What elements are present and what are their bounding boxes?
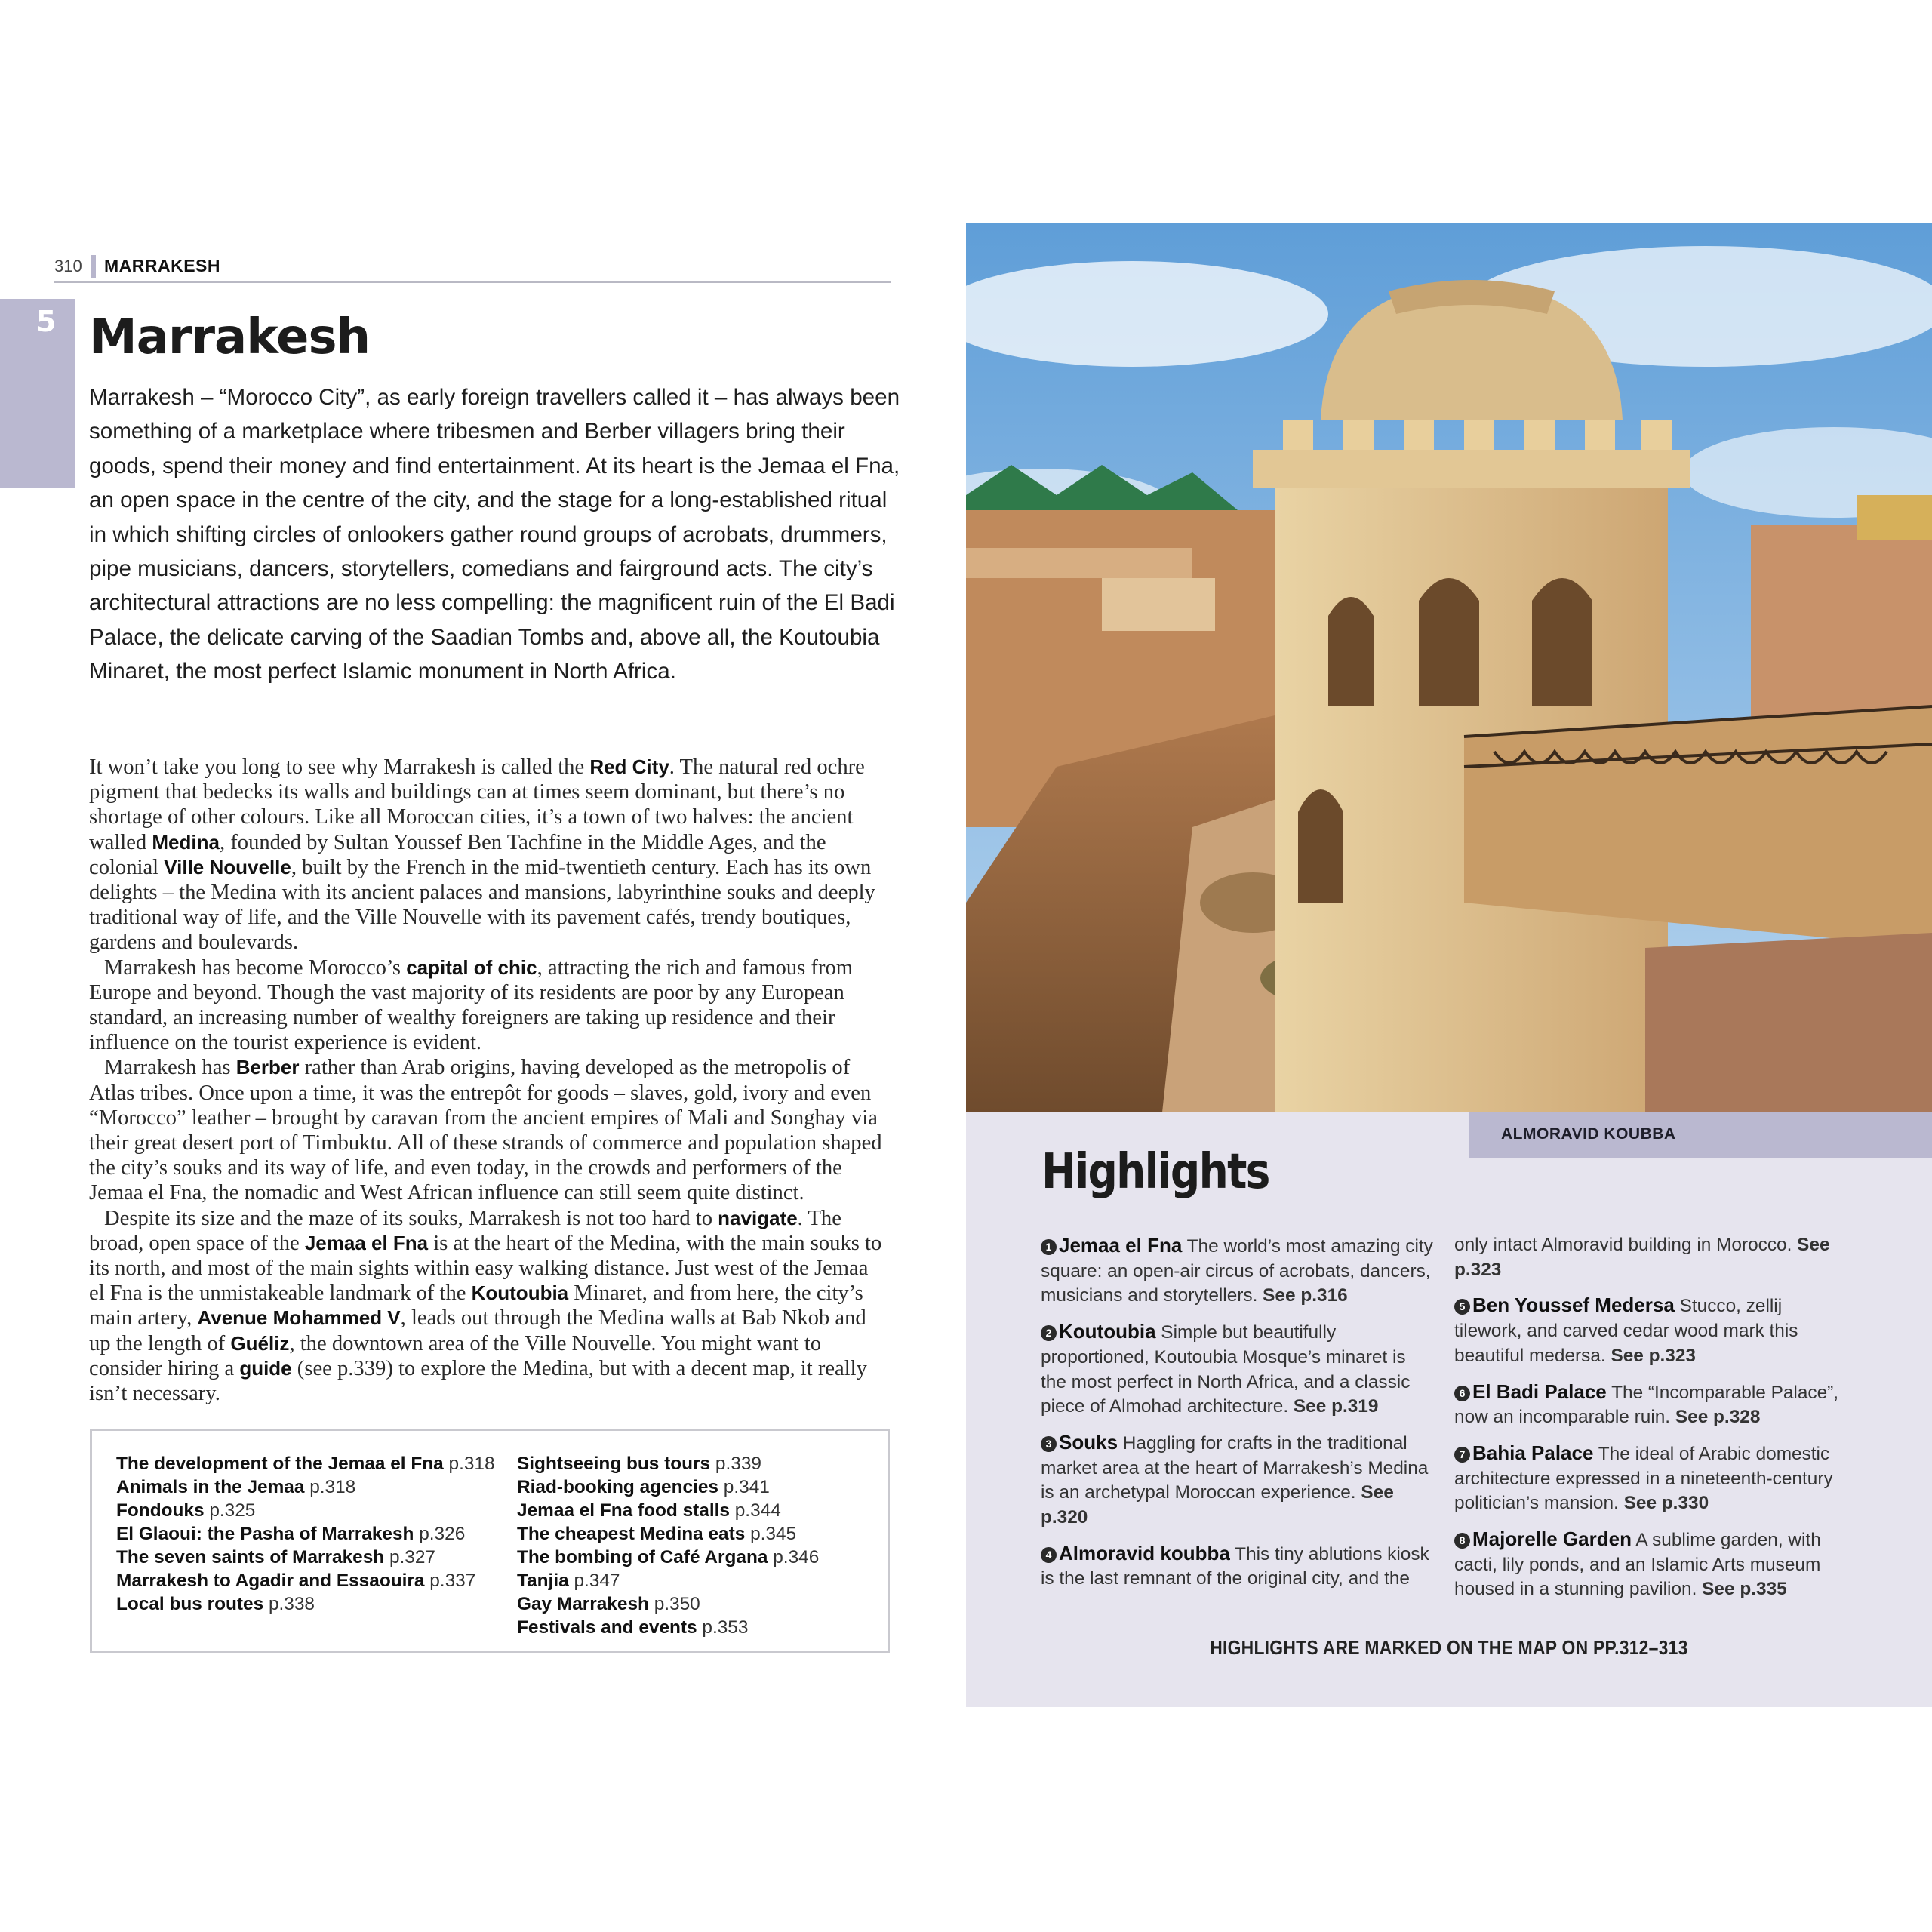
highlight-item: 6 El Badi Palace The “Incomparable Palace”, now an incomparable ruin. See p.328 xyxy=(1454,1380,1839,1428)
highlight-item: 3 Souks Haggling for crafts in the traditional market area at the heart of Marrakesh’s Medina is an archetypal Moroccan experience. See p.320 xyxy=(1041,1430,1429,1528)
contents-box xyxy=(90,1429,890,1653)
highlight-item: 1 Jemaa el Fna The world’s most amazing city square: an open-air circus of acrobats, dancers, musicians and storytellers. See p.316 xyxy=(1041,1234,1433,1306)
body-text xyxy=(89,755,889,1406)
contents-item[interactable]: Marrakesh to Agadir and Essaouira p.337 xyxy=(116,1571,476,1591)
contents-item[interactable]: The seven saints of Marrakesh p.327 xyxy=(116,1547,435,1567)
page-number: 310 xyxy=(54,257,82,275)
contents-item[interactable]: Tanjia p.347 xyxy=(517,1571,620,1591)
contents-item[interactable]: Fondouks p.325 xyxy=(116,1500,256,1521)
highlight-item: 8 Majorelle Garden A sublime garden, with cacti, lily ponds, and an Islamic Arts museum housed in a stunning pavilion. See p.335 xyxy=(1454,1527,1821,1600)
contents-item[interactable]: Animals in the Jemaa p.318 xyxy=(116,1477,356,1497)
number-badge: 1 xyxy=(1041,1239,1057,1255)
intro-paragraph: Marrakesh – “Morocco City”, as early foreign travellers called it – has always been something of a marketplace where tribesmen and Berber villagers bring their goods, spend their money and find entertainment. At its heart is the Jemaa el Fna, an open space in the centre of the city, and the stage for a long-established ritual in which shifting circles of onlookers gather round groups of acrobats, drummers, pipe musicians, dancers, storytellers, comedians and fairground acts. The city’s architectural attractions are no less compelling: the magnificent ruin of the El Badi Palace, the delicate carving of the Saadian Tombs and, above all, the Koutoubia Minaret, the most perfect Islamic monument in North Africa. xyxy=(89,385,900,685)
highlights-title: Highlights xyxy=(1041,1144,1269,1200)
highlight-item: 2 Koutoubia Simple but beautifully proportioned, Koutoubia Mosque’s minaret is the most perfect in North Africa, and a classic piece of Almohad architecture. See p.319 xyxy=(1041,1320,1411,1417)
page-title: Marrakesh xyxy=(89,309,371,365)
contents-item[interactable]: The bombing of Café Argana p.346 xyxy=(517,1547,820,1567)
highlight-item-continued: only intact Almoravid building in Morocco. See p.323 xyxy=(1454,1235,1830,1280)
number-badge: 6 xyxy=(1454,1386,1470,1401)
number-badge: 2 xyxy=(1041,1325,1057,1341)
running-head xyxy=(54,255,891,283)
contents-column xyxy=(116,1452,501,1616)
contents-item[interactable]: Jemaa el Fna food stalls p.344 xyxy=(517,1500,781,1521)
highlights-column xyxy=(1041,1233,1433,1602)
contents-item[interactable]: Gay Marrakesh p.350 xyxy=(517,1594,700,1614)
body-paragraph: Marrakesh has Berber rather than Arab origins, having developed as the metropolis of Atlas tribes. Once upon a time, it was the entrepôt for goods – slaves, gold, ivory and even “Morocco” leather – brought by caravan from the ancient empires of Mali and Songhay via their great desert port of Timbuktu. All of these strands of commerce and population shaped the city’s souks and its way of life, and even today, in the crowds and performers of the Jemaa el Fna, the nomadic and West African influence can still seem quite distinct. xyxy=(89,1056,882,1205)
body-paragraph: Despite its size and the maze of its souks, Marrakesh is not too hard to navigate. The broad, open space of the Jemaa el Fna is at the heart of the Medina, with the main souks to its north, and most of the main sights within easy walking distance. Just west of the Jemaa el Fna is the unmistakeable landmark of the Koutoubia Minaret, and from here, the city’s main artery, Avenue Mohammed V, leads out through the Medina walls at Bab Nkob and up the length of Guéliz, the downtown area of the Ville Nouvelle. You might want to consider hiring a guide (see p.339) to explore the Medina, but with a decent map, it really isn’t necessary. xyxy=(89,1206,882,1406)
highlight-item: 4 Almoravid koubba This tiny ablutions kiosk is the last remnant of the original city, and the xyxy=(1041,1541,1429,1589)
number-badge: 3 xyxy=(1041,1436,1057,1452)
contents-item[interactable]: El Glaoui: the Pasha of Marrakesh p.326 xyxy=(116,1524,466,1544)
photo-caption xyxy=(1469,1112,1932,1158)
number-badge: 7 xyxy=(1454,1447,1470,1463)
number-badge: 5 xyxy=(1454,1299,1470,1315)
contents-item[interactable]: Festivals and events p.353 xyxy=(517,1617,749,1638)
highlights-column xyxy=(1454,1233,1847,1613)
number-badge: 4 xyxy=(1041,1547,1057,1563)
contents-item[interactable]: The development of the Jemaa el Fna p.318 xyxy=(116,1454,495,1474)
map-reference-note: HIGHLIGHTS ARE MARKED ON THE MAP ON PP.312–313 xyxy=(1210,1636,1688,1659)
almoravid-koubba-photo xyxy=(966,223,1932,1112)
body-paragraph: It won’t take you long to see why Marrakesh is called the Red City. The natural red ochre pigment that bedecks its walls and buildings can at times seem dominant, but there’s no shortage of other colours. Like all Moroccan cities, it’s a town of two halves: the ancient walled Medina, founded by Sultan Youssef Ben Tachfine in the Middle Ages, and the colonial Ville Nouvelle, built by the French in the mid-twentieth century. Each has its own delights – the Medina with its ancient palaces and mansions, labyrinthine souks and deeply traditional way of life, and the Ville Nouvelle with its pavement cafés, trendy boutiques, gardens and boulevards. xyxy=(89,755,875,955)
contents-item[interactable]: Local bus routes p.338 xyxy=(116,1594,315,1614)
body-paragraph: Marrakesh has become Morocco’s capital of chic, attracting the rich and famous from Europe and beyond. Though the vast majority of its residents are poor by any European standard, an increasing number of wealthy foreigners are taking up residence and their influence on the tourist experience is evident. xyxy=(89,955,854,1055)
contents-item[interactable]: Sightseeing bus tours p.339 xyxy=(517,1454,761,1474)
photo-caption-text: ALMORAVID KOUBBA xyxy=(1501,1125,1676,1143)
chapter-number: 5 xyxy=(36,305,57,338)
section-name: MARRAKESH xyxy=(104,256,220,275)
highlight-item: 5 Ben Youssef Medersa Stucco, zellij tilework, and carved cedar wood mark this beautiful medersa. See p.323 xyxy=(1454,1294,1798,1366)
running-head-divider xyxy=(91,255,96,278)
contents-column xyxy=(517,1452,902,1639)
highlight-item: 7 Bahia Palace The ideal of Arabic domestic architecture expressed in a nineteenth-century politician’s mansion. See p.330 xyxy=(1454,1441,1833,1514)
contents-item[interactable]: Riad-booking agencies p.341 xyxy=(517,1477,770,1497)
chapter-tab xyxy=(0,299,75,488)
contents-item[interactable]: The cheapest Medina eats p.345 xyxy=(517,1524,797,1544)
number-badge: 8 xyxy=(1454,1533,1470,1549)
